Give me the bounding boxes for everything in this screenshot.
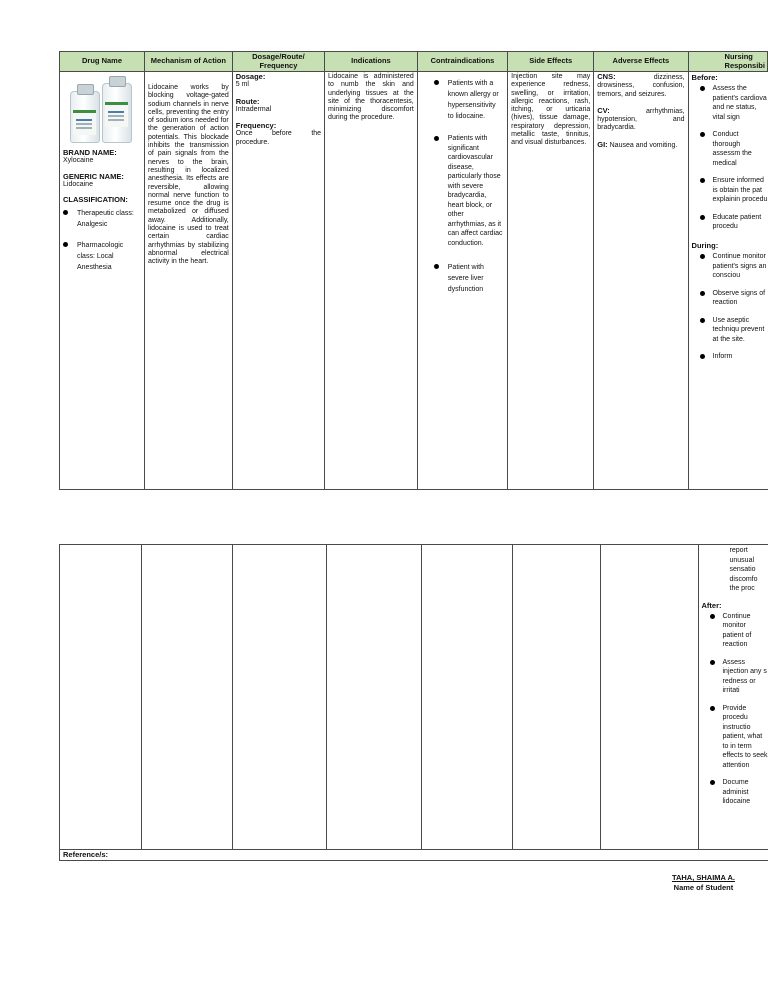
references-label: Reference/s: (63, 850, 109, 859)
student-signature-block (672, 873, 735, 892)
nursing-item: Provide procedu instructio patient, what to in term effects to seek attention (702, 704, 768, 771)
table-header-row (60, 52, 768, 72)
classification-item: Therapeutic class: Analgesic (63, 208, 141, 230)
lidocaine-vials-image (66, 75, 141, 143)
bullet-icon (700, 215, 705, 220)
drug-study-table-page1 (59, 51, 768, 490)
bullet-icon (700, 254, 705, 259)
bullet-icon (710, 614, 715, 619)
header-nursing: Nursing Responsibi (688, 52, 767, 72)
drug-name-cell (60, 72, 145, 490)
route-label: Route: (235, 96, 260, 106)
nursing-item: Docume administ lidocaine (702, 778, 768, 807)
header-mechanism: Mechanism of Action (145, 52, 233, 72)
adverse-effects-cell (594, 72, 688, 490)
header-dosage: Dosage/Route/ Frequency (232, 52, 324, 72)
indications-text: Lidocaine is administered to numb the skin and underlying tissues at the site of the thoracentesis, minimizing discomfort during the procedure. (328, 73, 414, 122)
bullet-icon (700, 178, 705, 183)
header-indications: Indications (325, 52, 418, 72)
dosage-cell (232, 72, 324, 490)
drug-study-table-page2 (59, 544, 768, 861)
student-name: TAHA, SHAIMA A. (671, 873, 735, 882)
frequency-value: Once before the procedure. (235, 130, 322, 146)
cns-label: CNS: (597, 72, 616, 81)
student-name-caption: Name of Student (673, 883, 734, 892)
nursing-item: Educate patient procedu (692, 213, 768, 232)
indications-cell (325, 72, 418, 490)
during-label: During: (691, 240, 719, 250)
cv-text: arrhythmias, hypotension, and bradycardia. (597, 107, 685, 132)
brand-name-label: BRAND NAME: (63, 148, 117, 157)
nursing-continued-text: report unusual sensatio discomfo the proc (729, 547, 758, 592)
contraindications-cell (417, 72, 507, 490)
dosage-value: 5 ml (235, 81, 249, 89)
cv-label: CV: (597, 105, 610, 115)
bullet-icon (700, 318, 705, 323)
generic-name-label: GENERIC NAME: (63, 171, 124, 181)
brand-name: Xylocaine (63, 157, 94, 165)
dosage-label: Dosage: (235, 72, 266, 81)
header-side-effects: Side Effects (508, 52, 594, 72)
nursing-item: Conduct thorough assessm the medical (692, 130, 768, 168)
nursing-cell-continued (698, 545, 768, 850)
gi-label: GI: (597, 139, 608, 149)
bullet-icon (700, 132, 705, 137)
references-row (60, 850, 768, 861)
cns-text: dizziness, drowsiness, confusion, tremors, and seizures. (597, 74, 685, 98)
bullet-icon (63, 242, 68, 247)
side-effects-cell (508, 72, 594, 490)
after-label: After: (701, 600, 722, 610)
nursing-item: Continue monitor patient's signs an consciou (692, 252, 768, 281)
bullet-icon (434, 264, 439, 269)
classification-label: CLASSIFICATION: (63, 195, 128, 205)
nursing-item: Observe signs of reaction (692, 289, 768, 308)
bullet-icon (710, 780, 715, 785)
nursing-item: Inform (692, 352, 768, 362)
bullet-icon (700, 291, 705, 296)
table-body-row (60, 72, 768, 490)
mechanism-cell (145, 72, 233, 490)
nursing-item: Use aseptic techniqu prevent at the site. (692, 316, 768, 345)
bullet-icon (434, 136, 439, 141)
header-contraindications: Contraindications (417, 52, 507, 72)
nursing-item: Continue monitor patient of reaction (702, 612, 768, 650)
header-adverse-effects: Adverse Effects (594, 52, 688, 72)
contraindication-item: Patients with significant cardiovascular disease, particularly those with severe bradycardia, heart block, or other arrhythmias, as it can affect cardiac conduction. (436, 134, 503, 248)
frequency-label: Frequency: (235, 121, 277, 131)
route-value: Intradermal (235, 105, 272, 113)
table-body-row (60, 545, 768, 850)
nursing-item: Ensure informed is obtain the pat explainin procedu (692, 176, 768, 205)
bullet-icon (710, 706, 715, 711)
before-label: Before: (691, 73, 718, 82)
side-effects-text: Injection site may experience redness, swelling, or irritation, allergic reactions, rash, itching, or urticaria (hives), tissue damage, respiratory depression, metallic taste, tinnitus, and visual disturbances. (511, 73, 591, 147)
contraindication-item: Patient with severe liver dysfunction (436, 262, 503, 295)
bullet-icon (700, 354, 705, 359)
nursing-item: Assess the patient's cardiova and ne status, vital sign (692, 84, 768, 122)
contraindication-item: Patients with a known allergy or hypersensitivity to lidocaine. (436, 78, 503, 122)
bullet-icon (63, 210, 68, 215)
header-drug-name: Drug Name (60, 52, 145, 72)
bullet-icon (710, 660, 715, 665)
nursing-item: Assess injection any s redness or irritati (702, 658, 768, 696)
mechanism-text: Lidocaine works by blocking voltage-gated sodium channels in nerve cells, preventing the entry of sodium ions needed for the generation of action potentials. This blockade inhibits the transmission of pain signals from the nerves to the brain, resulting in localized anesthesia. Its effects are reversible, allowing normal nerve function to resume once the drug is metabolized or diffused away. Additionally, lidocaine is used to treat certain cardiac arrhythmias by stabilizing abnormal electrical activity in the heart. (148, 84, 229, 266)
classification-item: Pharmacologic class: Local Anesthesia (63, 240, 141, 273)
nursing-cell (688, 72, 767, 490)
gi-text: Nausea and vomiting. (609, 141, 678, 149)
bullet-icon (434, 80, 439, 85)
generic-name: Lidocaine (63, 180, 93, 188)
bullet-icon (700, 86, 705, 91)
